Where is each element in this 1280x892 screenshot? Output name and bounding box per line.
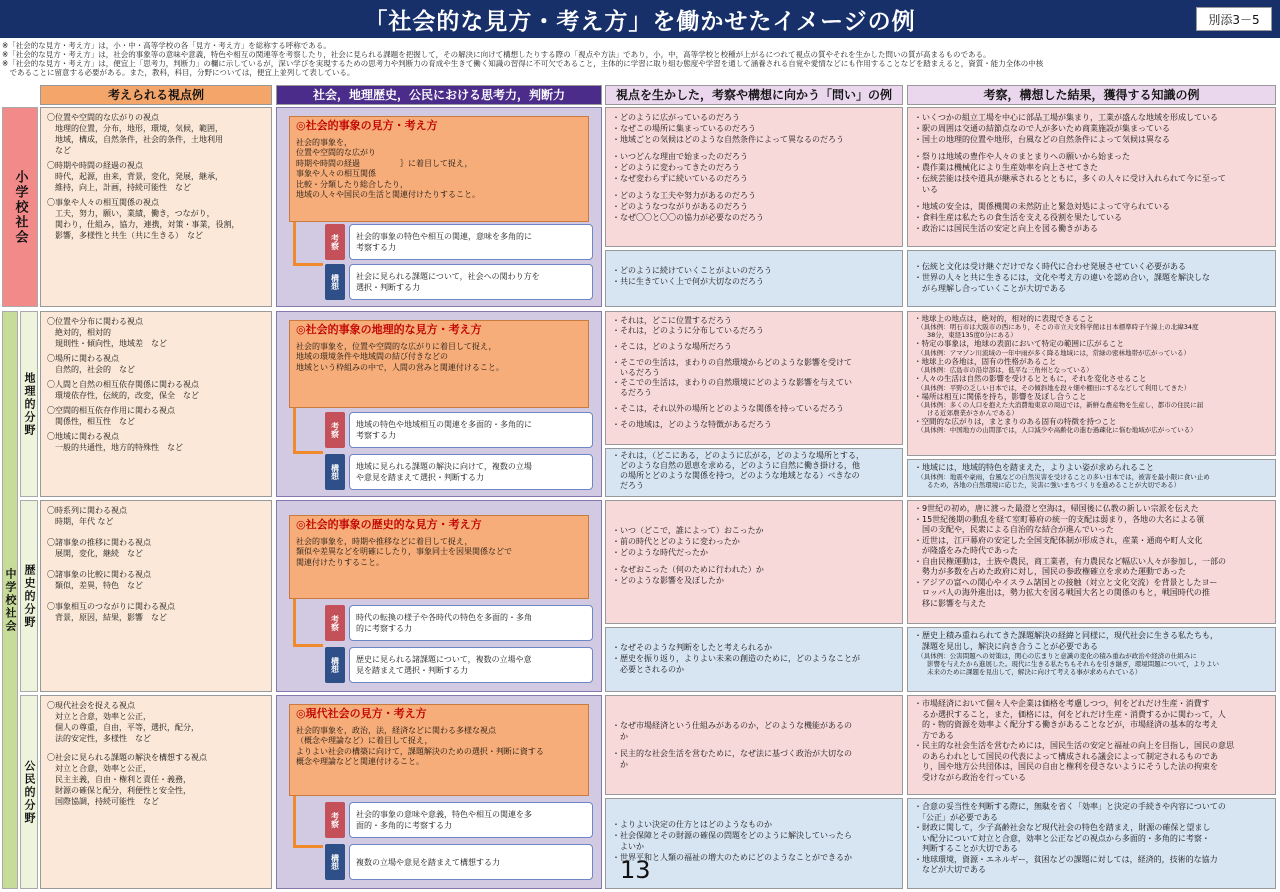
question-item: ・世界平和と人類の福祉の増大のためにどのようなことができるか: [612, 853, 852, 862]
notes: [2, 41, 1278, 77]
knowledge-item: ・歴史上積み重ねられてきた課題解決の経緯と同様に，現代社会に生きる私たちも， 課題を見出し，解決に向き合うことが必要である: [914, 631, 1218, 651]
question-item: ・どのように変わってきたのだろう: [612, 163, 740, 172]
viewpoint-item: 〇事象や人々の相互関係の視点 工夫，努力，願い，業績，働き，つながり， 関わり，仕組み，協力，連携，対策・事業，役割， 影響，多様性と共生（共に生きる） など: [47, 198, 240, 240]
question-item: ・どのように広がっているのだろう: [612, 113, 740, 122]
question-item: ・どのような影響を及ぼしたか: [612, 576, 724, 585]
question-item: ・どのような時代だったか: [612, 548, 708, 557]
knowledge-item: ・アジアの富への関心やイスラム諸国との接触（対立と文化交流）を背景としたヨー ロッパ人の海外進出は，勢力拡大を図る戦国大名との関係のもと，戦国時代の推 移に影響を与えた: [914, 577, 1218, 608]
knowledge-item: ・地球上の各地は，固有の性格があること: [914, 356, 1057, 366]
perspective-title: ◎現代社会の見方・考え方: [296, 707, 427, 720]
arrow: [293, 408, 323, 454]
perspective-text: 社会的事象を， 位置や空間的な広がり 時期や時間の経過 ｝に着目して捉え， 事象や人々の相互関係 比較・分類したり総合したり， 地域の人々や国民の生活と関連付けたりすること。: [296, 137, 480, 199]
knowledge-item: ・市場経済において個々人や企業は価格を考慮しつつ，何をどれだけ生産・消費す るか選択すること，また，価格には，何をどれだけ生産・消費するかに関わって，人 的・物的資源を効率よく配分する働きがあることなどが，市場経済の基本的な考え 方である: [914, 699, 1226, 740]
kousou-tag: 構想: [325, 264, 345, 300]
arrow: [293, 222, 323, 266]
arrow: [293, 796, 323, 848]
knowledge-item: ・政治には国民生活の安定と向上を図る働きがある: [914, 224, 1098, 233]
knowledge-example: （具体例：公害問題への対策は，関心の広まりと意識の変化の積み重ねが政治や経済の仕組みに 影響を与えたから進展した。現代に生きる私たちもそれらを引き継ぎ，環境問題について，よりよい 未来のために課題を見出して，解決に向けて考える事が求められている）: [920, 652, 1219, 676]
viewpoint-item: 〇場所に関わる視点 自然的，社会的 など: [47, 354, 135, 374]
perspective-title: ◎社会的事象の見方・考え方: [296, 119, 438, 132]
viewpoint-item: 〇時期や時間の経過の視点 時代，起源，由来，背景，変化，発展，継承， 維持，向上，計画，持続可能性 など: [47, 161, 223, 192]
viewpoints-box: [40, 500, 272, 692]
header-thinking: 社会，地理歴史，公民における思考力，判断力: [276, 85, 602, 105]
knowledge-item: ・民主的な社会生活を営むためには，国民生活の安定と福祉の向上を目指し，国民の意思 のあらわれとして国民の代表によって構成される議会によって制定されるものであ り，国や地方公共団体は，国民の自由と権利を侵さないようにそうした法の拘束を 受けながら政治を行っている: [914, 741, 1234, 782]
kousou-text: 社会に見られる課題について，社会への関わり方を 選択・判断する力: [349, 264, 593, 300]
question-item: ・そこでの生活は，まわりの自然環境にどのような影響を与えてい るだろう: [612, 378, 852, 397]
page-number: 13: [620, 856, 651, 884]
kousatsu-tag: 考察: [325, 224, 345, 260]
kousou-text: 地域に見られる課題の解決に向けて，複数の立場 や意見を踏まえて選択・判断する力: [349, 454, 593, 490]
title-bar: [0, 0, 1280, 38]
question-item: ・歴史を振り返り，よりよい未来の創造のために，どのようなことが 必要とされるのか: [612, 654, 860, 674]
question-item: ・社会保障とその財源の確保の問題をどのように解決していったら よいか: [612, 831, 852, 851]
question-item: ・民主的な社会生活を営むために，なぜ法に基づく政治が大切なの か: [612, 749, 852, 769]
question-item: ・なぜおこった（何のために行われた）か: [612, 565, 764, 574]
knowledge-item: ・地球環境，資源・エネルギー，貧困などの課題に対しては，経済的，技術的な協力 などが大切である: [914, 854, 1218, 874]
question-item: ・いつ（どこで，誰によって）おこったか: [612, 526, 764, 535]
kousatsu-tag: 考察: [325, 802, 345, 838]
header-viewpoints: 考えられる視点例: [40, 85, 272, 105]
kousou-text: 歴史に見られる諸課題について，複数の立場や意 見を踏まえて選択・判断する力: [349, 647, 593, 683]
note-line: ※「社会的な見方・考え方」は，社会的事象等の意味や意義，特色や相互の関連等を考察したり，社会に見られる課題を把握して，その解決に向けて構想したりする際の「視点や方法」であり，小，中，高等学校と校種が上がるにつれて視点の質やそれを生かした問いの質が高まるものである。: [2, 50, 991, 59]
question-item: ・なぜそのような判断をしたと考えられるか: [612, 643, 772, 652]
page-title: 「社会的な見方・考え方」を働かせたイメージの例: [364, 9, 916, 35]
viewpoint-item: 〇人間と自然の相互依存関係に関わる視点 環境依存性，伝統的，改変，保全 など: [47, 380, 199, 400]
questions-consider: [605, 695, 903, 795]
knowledge-item: ・世界の人々と共に生きるには，文化や考え方の違いを認め合い，課題を解決しな がら理解し合っていくことが大切である: [914, 273, 1210, 293]
viewpoint-item: 〇諸事象の推移に関わる視点 展開，変化，継続 など: [47, 538, 151, 558]
knowledge-item: ・近世は，江戸幕府の安定した全国支配体制が形成され，産業・通商や町人文化 が隆盛をみた時代であった: [914, 535, 1203, 555]
viewpoint-item: 〇諸事象の比較に関わる視点 類似，差異，特色 など: [47, 570, 151, 590]
knowledge-item: ・特定の事象は，地球の表面において特定の範囲に広がること: [914, 339, 1124, 349]
questions-consider: [605, 311, 903, 445]
perspective-text: 社会的事象を，時期や推移などに着目して捉え， 類似や差異などを明確にしたり，事象同士を因果関係などで 関連付けたりすること。: [296, 536, 512, 567]
knowledge-item: ・場所は相互に関係を持ち，影響を及ぼし合うこと: [914, 391, 1087, 401]
knowledge-item: ・9世紀の初め，唐に渡った最澄と空海は，帰国後に仏教の新しい宗派を伝えた: [914, 504, 1199, 513]
knowledge-example: （具体例：地震や豪雨，台風などの自然災害を受けることの多い日本では，被害を最小限に食い止め るため，各地の自然環境に応じた，災害に強いまちづくりを進めることが大切である）: [920, 473, 1210, 489]
knowledge-item: ・合意の妥当性を判断する際に，無駄を省く「効率」と決定の手続きや内容についての 「公正」が必要である: [914, 802, 1226, 822]
question-item: ・よりよい決定の仕方とはどのようなものか: [612, 820, 772, 829]
question-item: ・前の時代とどのように変わったか: [612, 537, 740, 546]
question-item: ・どのように続けていくことがよいのだろう: [612, 266, 772, 275]
knowledge-consider: [907, 107, 1276, 247]
kousou-tag: 構想: [325, 844, 345, 880]
arrow: [293, 599, 323, 647]
knowledge-item: ・祭りは地域の豊作や人々のまとまりへの願いから始まった: [914, 152, 1130, 161]
knowledge-consider: [907, 695, 1276, 795]
viewpoints-box: [40, 311, 272, 497]
knowledge-consider: [907, 500, 1276, 624]
question-item: ・そこは，どのような場所だろう: [612, 342, 732, 351]
knowledge-consider: [907, 311, 1276, 456]
knowledge-example: （具体例：平野の乏しい日本では，その傾斜地を段々畑や棚田にするなどして利用してきた）: [914, 383, 1191, 392]
questions-plan: [605, 250, 903, 307]
knowledge-example: （具体例：アマゾン川流域の一年中雨が多く降る地域には，常緑の密林地帯が広がっている）: [914, 348, 1191, 357]
questions-plan: [605, 448, 903, 497]
thinking-box: [276, 107, 602, 307]
question-item: ・いつどんな理由で始まったのだろう: [612, 152, 748, 161]
question-item: ・なぜこの場所に集まっているのだろう: [612, 124, 756, 133]
knowledge-item: ・地域の安全は，関係機関の未然防止と緊急対処によって守られている: [914, 202, 1170, 211]
knowledge-item: ・伝統芸能は技や道具が継承されるとともに，多くの人々に受け入れられて今に至って いる: [914, 174, 1226, 194]
viewpoint-item: 〇社会に見られる課題の解決を構想する視点 対立と合意，効率と公正， 民主主義，自由・権利と責任・義務， 財源の確保と配分，利便性と安全性， 国際協調，持続可能性 など: [47, 753, 207, 806]
perspective-text: 社会的事象を，政治，法，経済などに関わる多様な視点 （概念や理論など）に着目して捉え， よりよい社会の構築に向けて，課題解決のための選択・判断に資する 概念や理論などと関連付けること。: [296, 725, 544, 766]
knowledge-item: ・財政に関して，少子高齢社会など現代社会の特色を踏まえ，財源の確保と望まし い配分について対立と合意，効率と公正などの視点から多面的・多角的に考察・ 判断することが大切である: [914, 823, 1211, 853]
question-item: ・それは，（どこにある，どのように広がる，どのような場所とする， どのような自然の恩恵を求める，どのように自然に働き掛ける，他 の場所とどのような関係を持つ，どのような地域となる）べきなの だろう: [612, 451, 864, 490]
question-item: ・それは，どのように分布しているだろう: [612, 326, 764, 335]
note-line: ※「社会的な見方・考え方」は，小・中・高等学校の各「見方・考え方」を総称する呼称である。: [2, 41, 331, 50]
label-geography: 地理的分野: [20, 311, 38, 497]
question-item: ・なぜ市場経済という仕組みがあるのか，どのような機能があるの か: [612, 721, 852, 741]
viewpoint-item: 〇空間的相互依存作用に関わる視点 関係性，相互性 など: [47, 406, 175, 426]
thinking-box: [276, 695, 602, 889]
viewpoint-item: 〇地域に関わる視点 一般的共通性，地方的特殊性 など: [47, 432, 183, 452]
perspective-title: ◎社会的事象の地理的な見方・考え方: [296, 323, 482, 336]
viewpoint-item: 〇位置や空間的な広がりの視点 地理的位置，分布，地形，環境，気候，範囲， 地域，構成，自然条件，社会的条件，土地利用 など: [47, 113, 223, 155]
knowledge-plan: [907, 798, 1276, 889]
attachment-badge: 別添3－5: [1196, 7, 1272, 31]
header-questions: 視点を生かした，考察や構想に向かう「問い」の例: [605, 85, 903, 105]
perspective-box: [289, 515, 589, 599]
label-civics: 公民的分野: [20, 695, 38, 889]
perspective-box: [289, 116, 589, 222]
kousatsu-text: 社会的事象の特色や相互の関連，意味を多角的に 考察する力: [349, 224, 593, 260]
kousatsu-tag: 考察: [325, 412, 345, 448]
knowledge-item: ・農作業は機械化により生産効率を向上させてきた: [914, 163, 1098, 172]
viewpoints-box: [40, 695, 272, 889]
knowledge-item: ・いくつかの組立工場を中心に部品工場が集まり，工業が盛んな地域を形成している: [914, 113, 1218, 122]
thinking-box: [276, 311, 602, 497]
question-item: ・そこは，それ以外の場所とどのような関係を持っているだろう: [612, 404, 844, 413]
question-item: ・どのようなつながりがあるのだろう: [612, 202, 748, 211]
note-line: であることに留意する必要がある。また，教科，科目，分野については，便宜上並列して表している。: [2, 68, 355, 77]
thinking-box: [276, 500, 602, 692]
knowledge-item: ・15世紀後期の動乱を経て室町幕府の統一的支配は弱まり，各地の大名による領 国の支配や，民衆による自治的な結合が進んでいった: [914, 514, 1205, 534]
question-item: ・なぜ変わらずに続いているのだろう: [612, 174, 748, 183]
knowledge-item: ・伝統と文化は受け継ぐだけでなく時代に合わせ発展させていく必要がある: [914, 262, 1186, 271]
viewpoint-item: 〇現代社会を捉える視点 対立と合意，効率と公正， 個人の尊重，自由，平等，選択，配分， 法的安定性，多様性 など: [47, 701, 199, 743]
questions-consider: [605, 500, 903, 624]
knowledge-item: ・地球上の地点は，絶対的，相対的に表現できること: [914, 314, 1094, 323]
knowledge-item: ・空間的な広がりは，まとまりのある固有の特徴を持つこと: [914, 417, 1117, 427]
label-history: 歴史的分野: [20, 500, 38, 692]
knowledge-plan: [907, 459, 1276, 497]
knowledge-example: （具体例：多くの人口を抱えた大消費地東京の周辺では，新鮮な農産物を生産し，都市の住民に届 ける近郊農業がさかんである）: [920, 401, 1204, 418]
kousatsu-text: 時代の転換の様子や各時代の特色を多面的・多角 的に考察する力: [349, 605, 593, 641]
kousatsu-text: 地域の特色や地域相互の関連を多面的・多角的に 考察する力: [349, 412, 593, 448]
question-item: ・そこでの生活は，まわりの自然環境からどのような影響を受けて いるだろう: [612, 358, 852, 377]
kousou-tag: 構想: [325, 647, 345, 683]
questions-plan: [605, 627, 903, 692]
header-knowledge: 考察，構想した結果，獲得する知識の例: [907, 85, 1276, 105]
question-item: ・地域ごとの気候はどのような自然条件によって異なるのだろう: [612, 135, 844, 144]
knowledge-plan: [907, 250, 1276, 307]
label-elementary: 小学校社会: [2, 107, 38, 307]
question-item: ・それは，どこに位置するだろう: [612, 316, 732, 325]
label-junior-high: 中学校社会: [2, 311, 18, 889]
knowledge-item: ・国土の地理的位置や地形，台風などの自然条件によって気候は異なる: [914, 135, 1170, 144]
questions-consider: [605, 107, 903, 247]
viewpoint-item: 〇位置や分布に関わる視点 絶対的，相対的 規則性・傾向性，地域差 など: [47, 317, 167, 348]
viewpoint-item: 〇事象相互のつながりに関わる視点 背景，原因，結果，影響 など: [47, 602, 175, 622]
kousou-text: 複数の立場や意見を踏まえて構想する力: [349, 844, 593, 880]
question-item: ・共に生きていく上で何が大切なのだろう: [612, 277, 764, 286]
question-item: ・どのような工夫や努力があるのだろう: [612, 191, 756, 200]
kousatsu-tag: 考察: [325, 605, 345, 641]
note-line: ※「社会的な見方・考え方」は，便宜上「思考力，判断力」の欄に示しているが，深い学びを実現するための思考力や判断力の育成や生きて働く知識の習得に不可欠であること，主体的に学習に取り組む態度や学習を通して涵養される自覚や愛情などにも作用することなどを踏まえると，資質・能力全体の中核: [2, 59, 1044, 68]
kousou-tag: 構想: [325, 454, 345, 490]
question-item: ・その地域は，どのような特徴があるだろう: [612, 420, 772, 429]
question-item: ・なぜ〇〇と〇〇の協力が必要なのだろう: [612, 213, 764, 222]
knowledge-example: （具体例：明石市は大阪市の西にあり，そこの市立天文科学館は日本標準時子午線上の北緯34度 38分，東経135度0分にある）: [920, 323, 1199, 340]
knowledge-example: （具体例：中国地方の山間部では，人口減少や高齢化の進む過疎化に悩む地域が広がっている）: [914, 426, 1197, 435]
knowledge-item: ・食料生産は私たちの食生活を支える役割を果たしている: [914, 213, 1122, 222]
knowledge-item: ・地域には，地域的特色を踏まえた，よりよい姿が求められること: [914, 463, 1154, 472]
kousatsu-text: 社会的事象の意味や意義，特色や相互の関連を多 面的・多角的に考察する力: [349, 802, 593, 838]
perspective-box: [289, 320, 589, 408]
knowledge-plan: [907, 627, 1276, 692]
knowledge-item: ・自由民権運動は，士族や農民，商工業者，有力農民など幅広い人々が参加し，一部の 勢力が多数を占めた政府に対し，国民の参政権確立を求めた運動であった: [914, 556, 1226, 576]
perspective-title: ◎社会的事象の歴史的な見方・考え方: [296, 518, 482, 531]
perspective-text: 社会的事象を，位置や空間的な広がりに着目して捉え， 地域の環境条件や地域間の結び付きなどの 地域という枠組みの中で，人間の営みと関連付けること。: [296, 341, 504, 372]
knowledge-item: ・駅の周囲は交通の結節点なので人が多いため商業施設が集まっている: [914, 124, 1170, 133]
knowledge-item: ・人々の生活は自然の影響を受けるとともに，それを変化させること: [914, 374, 1147, 384]
viewpoint-item: 〇時系列に関わる視点 時期，年代 など: [47, 506, 127, 526]
perspective-box: [289, 704, 589, 796]
viewpoints-box: [40, 107, 272, 307]
knowledge-example: （具体例：広島市の沿岸部は，低平な三角州となっている）: [914, 366, 1093, 375]
